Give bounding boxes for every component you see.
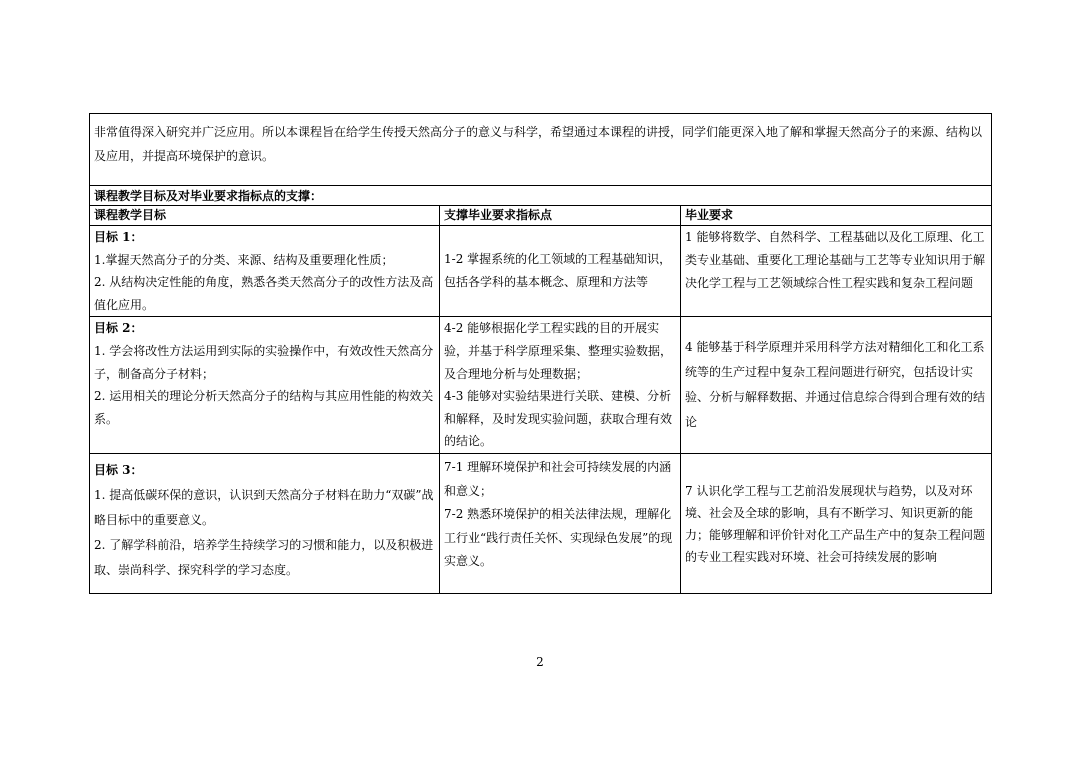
header-requirement: 毕业要求 <box>681 206 992 226</box>
indicator-line: 1-2 掌握系统的化工领域的工程基础知识，包括各学科的基本概念、原理和方法等 <box>444 252 672 290</box>
indicator-line: 4-3 能够对实验结果进行关联、建模、分析和解释，及时发现实验问题，获取合理有效的结论。 <box>444 389 673 449</box>
goal-cell <box>90 226 440 317</box>
intro-paragraph: 非常值得深入研究并广泛应用。所以本课程旨在给学生传授天然高分子的意义与科学，希望通过本课程的讲授，同学们能更深入地了解和掌握天然高分子的来源、结构以及应用，并提高环境保护的意识。 <box>90 114 992 186</box>
goal-line: 1.掌握天然高分子的分类、来源、结构及重要理化性质； <box>94 252 394 267</box>
indicator-line: 7-2 熟悉环境保护的相关法律法规，理解化工行业“践行责任关怀、实现绿色发展”的现实意义。 <box>444 507 673 569</box>
requirement-cell: 4 能够基于科学原理并采用科学方法对精细化工和化工系统等的生产过程中复杂工程问题进行研究，包括设计实验、分析与解释数据、并通过信息综合得到合理有效的结论 <box>681 317 992 454</box>
table-row <box>90 226 992 317</box>
indicator-line: 7-1 理解环境保护和社会可持续发展的内涵和意义； <box>444 460 672 498</box>
requirement-cell: 1 能够将数学、自然科学、工程基础以及化工原理、化工类专业基础、重要化工理论基础与工艺等专业知识用于解决化学工程与工艺领域综合性工程实践和复杂工程问题 <box>681 226 992 317</box>
header-goal: 课程教学目标 <box>90 206 440 226</box>
goal-cell <box>90 317 440 454</box>
table-row <box>90 454 992 594</box>
goal-line: 1. 提高低碳环保的意识，认识到天然高分子材料在助力“双碳”战略目标中的重要意义。 <box>94 488 434 528</box>
goal-cell <box>90 454 440 594</box>
goal-line: 2. 了解学科前沿，培养学生持续学习的习惯和能力，以及积极进取、崇尚科学、探究科学的学习态度。 <box>94 538 434 578</box>
indicator-line: 4-2 能够根据化学工程实践的目的开展实验，并基于科学原理采集、整理实验数据，及合理地分析与处理数据； <box>444 321 673 381</box>
indicator-cell <box>440 317 681 454</box>
goal-title: 目标 3： <box>94 463 143 478</box>
header-indicator: 支撑毕业要求指标点 <box>440 206 681 226</box>
goal-title: 目标 1： <box>94 230 143 244</box>
indicator-cell <box>440 226 681 317</box>
page-number: 2 <box>536 655 544 669</box>
indicator-cell <box>440 454 681 594</box>
section-title: 课程教学目标及对毕业要求指标点的支撑： <box>90 186 992 206</box>
table-row <box>90 317 992 454</box>
goal-line: 2. 从结构决定性能的角度，熟悉各类天然高分子的改性方法及高值化应用。 <box>94 275 434 312</box>
requirement-cell: 7 认识化学工程与工艺前沿发展现状与趋势，以及对环境、社会及全球的影响，具有不断学习、知识更新的能力；能够理解和评价针对化工产品生产中的复杂工程问题的专业工程实践对环境、社会可持续发展的影响 <box>681 454 992 594</box>
goal-line: 2. 运用相关的理论分析天然高分子的结构与其应用性能的构效关系。 <box>94 389 434 426</box>
goal-line: 1. 学会将改性方法运用到实际的实验操作中，有效改性天然高分子，制备高分子材料； <box>94 343 434 381</box>
table-header-row <box>90 206 992 226</box>
course-objectives-table <box>89 113 992 594</box>
goal-title: 目标 2： <box>94 321 143 336</box>
